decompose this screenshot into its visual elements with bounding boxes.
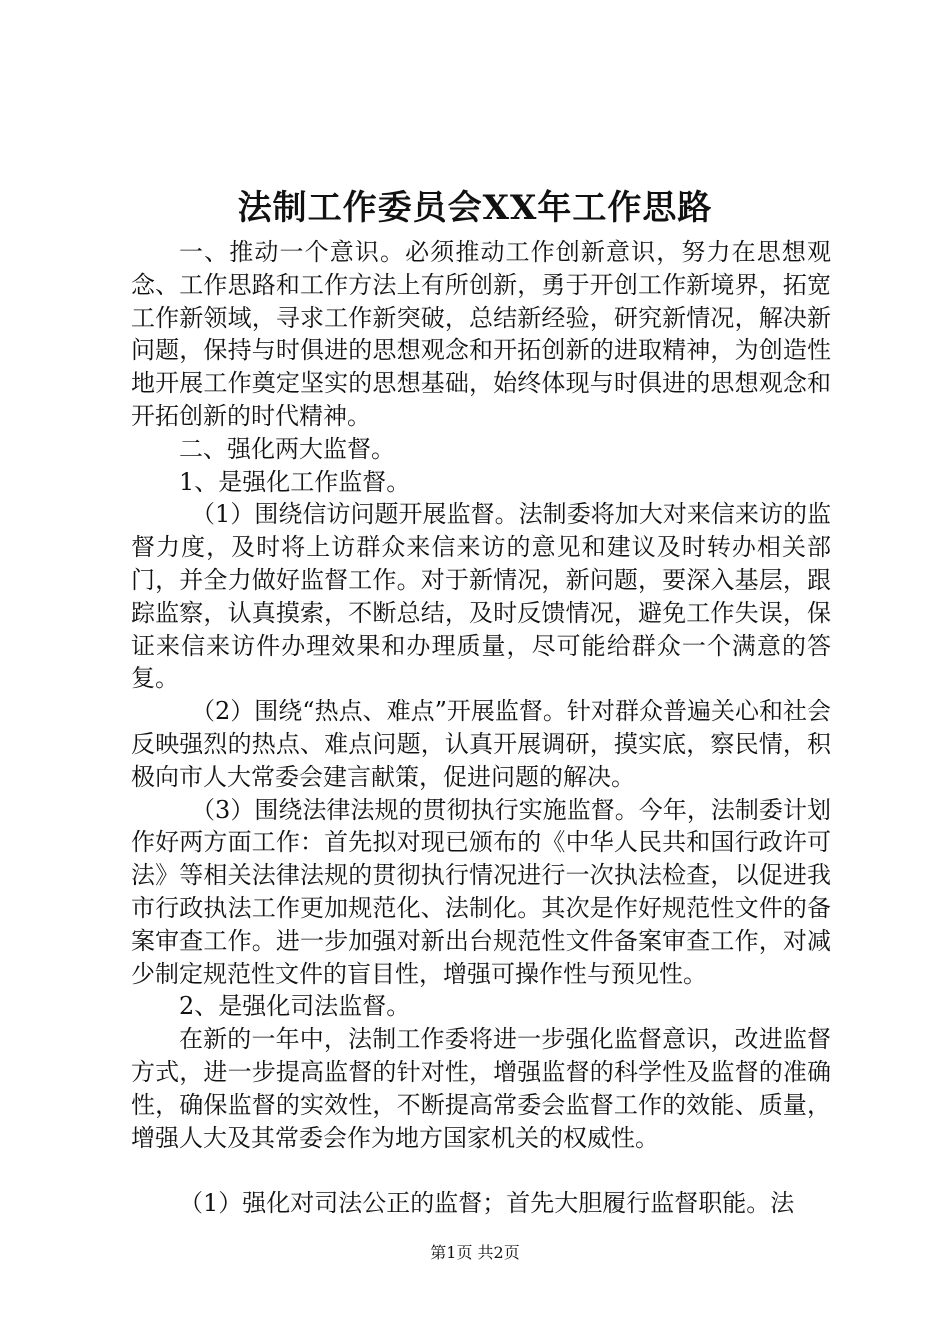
paragraph-2: 二、强化两大监督。 <box>179 434 395 463</box>
paragraph-6: （3）围绕法律法规的贯彻执行实施监督。今年，法制委计划作好两方面工作：首先拟对现已颁布的《中华人民共和国行政许可法》等相关法律法规的贯彻执行情况进行一次执法检查，以促进我市行政执法工作更加规范化、法制化。其次是作好规范性文件的备案审查工作。进一步加强对新出台规范性文件备案审查工作，对减少制定规范性文件的盲目性，增强可操作性与预见性。 <box>131 795 831 988</box>
page-number-footer: 第1页 共2页 <box>430 1243 520 1262</box>
paragraph-9: （1）强化对司法公正的监督；首先大胆履行监督职能。法 <box>179 1189 795 1218</box>
paragraph-4: （1）围绕信访问题开展监督。法制委将加大对来信来访的监督力度，及时将上访群众来信来访的意见和建议及时转办相关部门，并全力做好监督工作。对于新情况，新问题，要深入基层，跟踪监察，认真摸索，不断总结，及时反馈情况，避免工作失误，保证来信来访件办理效果和办理质量，尽可能给群众一个满意的答复。 <box>131 500 831 693</box>
paragraph-3: 1、是强化工作监督。 <box>179 467 411 496</box>
document-title: 法制工作委员会XX年工作思路 <box>237 188 713 228</box>
paragraph-7: 2、是强化司法监督。 <box>179 992 411 1021</box>
document-body <box>131 236 831 1220</box>
paragraph-spacer <box>131 1154 831 1187</box>
paragraph-8: 在新的一年中，法制工作委将进一步强化监督意识，改进监督方式，进一步提高监督的针对性，增强监督的科学性及监督的准确性，确保监督的实效性，不断提高常委会监督工作的效能、质量，增强人大及其常委会作为地方国家机关的权威性。 <box>131 1025 831 1152</box>
paragraph-5: （2）围绕“热点、难点”开展监督。针对群众普遍关心和社会反映强烈的热点、难点问题，认真开展调研，摸实底，察民情，积极向市人大常委会建言献策，促进问题的解决。 <box>131 697 831 791</box>
paragraph-1: 一、推动一个意识。必须推动工作创新意识，努力在思想观念、工作思路和工作方法上有所创新，勇于开创工作新境界，拓宽工作新领域，寻求工作新突破，总结新经验，研究新情况，解决新问题，保持与时俱进的思想观念和开拓创新的进取精神，为创造性地开展工作奠定坚实的思想基础，始终体现与时俱进的思想观念和开拓创新的时代精神。 <box>131 238 831 430</box>
